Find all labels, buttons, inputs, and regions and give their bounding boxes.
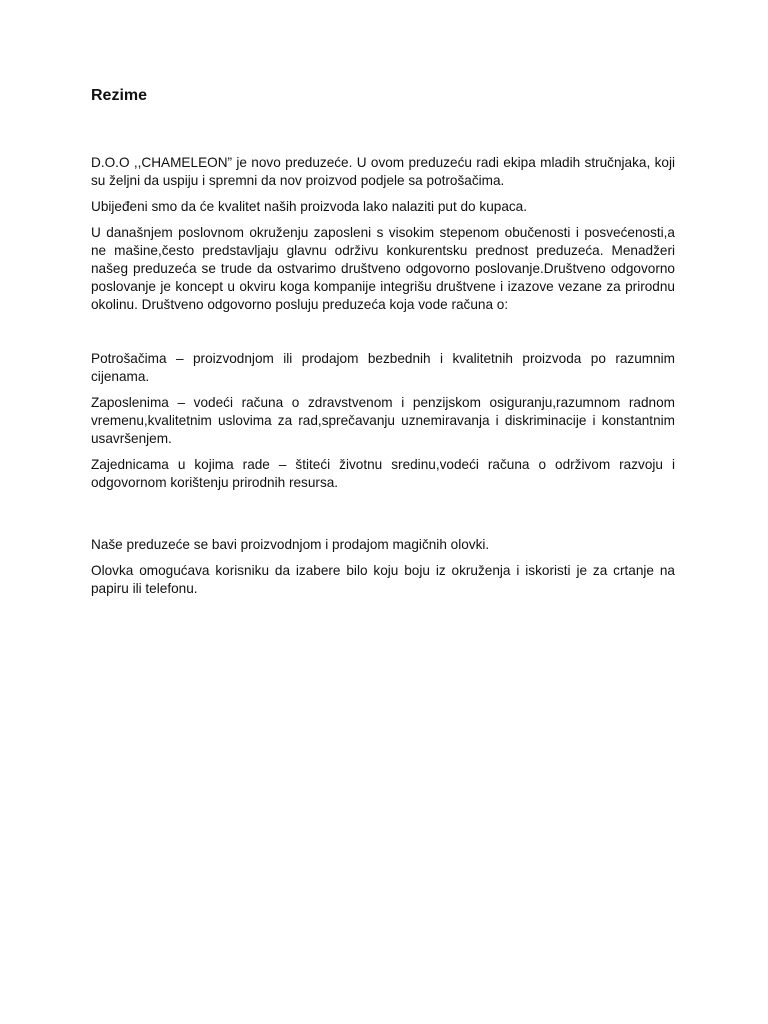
paragraph-employees: Zaposlenima – vodeći računa o zdravstvenom i penzijskom osiguranju,razumnom radnom vremenu,kvalitetnim uslovima za rad,sprečavanju uznemiravanja i diskriminacije i konstantnim usavršenjem. [91,395,675,446]
paragraph-product: Naše preduzeće se bavi proizvodnjom i prodajom magičnih olovki. [91,537,490,552]
document-title: Rezime [91,87,148,104]
paragraph-consumers: Potrošačima – proizvodnjom ili prodajom bezbednih i kvalitetnih proizvoda po razumnim cijenama. [91,351,675,384]
paragraph-intro: D.O.O ,,CHAMELEON” je novo preduzeće. U ovom preduzeću radi ekipa mladih stručnjaka, koji su željni da uspiju i spremni da nov proizvod podjele sa potrošačima. [91,155,675,188]
paragraph-quality: Ubijeđeni smo da će kvalitet naših proizvoda lako nalaziti put do kupaca. [91,199,528,214]
paragraph-communities: Zajednicama u kojima rade – štiteći životnu sredinu,vodeći računa o održivom razvoju i odgovornom korištenju prirodnih resursa. [91,457,675,490]
document-body [91,154,675,606]
paragraph-business-environment: U današnjem poslovnom okruženju zaposleni s visokim stepenom obučenosti i posvećenosti,a ne mašine,često predstavljaju glavnu održivu konkurentsku prednost preduzeća. Menadžeri našeg preduzeća se trude da ostvarimo društveno odgovorno poslovanje.Društveno odgovorno poslovanje je koncept u okviru koga kompanije integrišu društvene i izazove vezane za prirodnu okolinu. Društveno odgovorno posluju preduzeća koja vode računa o: [91,225,675,312]
paragraph-pen-description: Olovka omogućava korisniku da izabere bilo koju boju iz okruženja i iskoristi je za crtanje na papiru ili telefonu. [91,563,675,596]
